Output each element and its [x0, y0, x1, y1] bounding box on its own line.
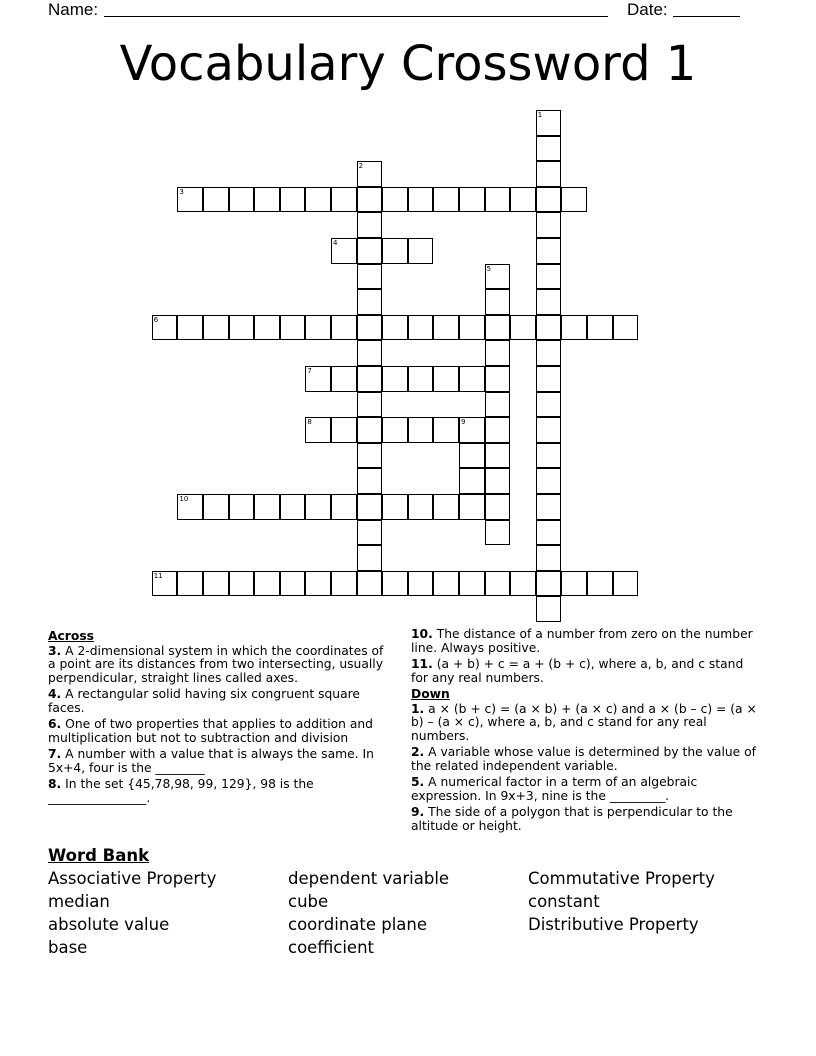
crossword-cell[interactable]	[433, 315, 459, 341]
across-heading: Across	[48, 629, 94, 643]
cell-number: 4	[333, 239, 338, 247]
crossword-cell[interactable]	[203, 571, 229, 597]
clue-number: 5.	[411, 775, 425, 789]
crossword-cell[interactable]	[408, 571, 434, 597]
cell-number: 2	[358, 162, 364, 171]
crossword-cell[interactable]	[357, 187, 383, 213]
crossword-cell[interactable]	[485, 315, 511, 341]
crossword-cell[interactable]	[536, 264, 562, 290]
clue-number: 11.	[411, 657, 433, 671]
crossword-cell[interactable]	[485, 468, 511, 494]
crossword-cell[interactable]	[331, 417, 357, 443]
crossword-cell[interactable]	[485, 520, 511, 546]
cell-number: 3	[179, 187, 184, 196]
crossword-cell[interactable]	[357, 494, 383, 520]
down-heading: Down	[411, 687, 450, 701]
clue-text: A rectangular solid having six congruent square faces.	[48, 687, 360, 715]
word-bank-item: coefficient	[288, 938, 375, 957]
crossword-cell[interactable]	[382, 571, 408, 597]
crossword-cell[interactable]	[357, 571, 383, 597]
clue-text: In the set {45,78,98, 99, 129}, 98 is the ________________.	[48, 777, 314, 805]
crossword-cell[interactable]	[305, 366, 331, 392]
clue-number: 10.	[411, 627, 433, 641]
crossword-cell[interactable]	[305, 571, 331, 597]
crossword-cell[interactable]	[587, 315, 613, 341]
crossword-cell[interactable]	[536, 161, 562, 187]
clue-across-3	[48, 645, 393, 686]
crossword-cell[interactable]	[536, 392, 562, 418]
cell-number: 10	[179, 495, 189, 503]
crossword-cell[interactable]	[357, 468, 383, 494]
crossword-cell[interactable]	[587, 571, 613, 597]
crossword-cell[interactable]	[408, 417, 434, 443]
crossword-cell[interactable]	[459, 494, 485, 520]
cell-number: 1	[537, 111, 543, 119]
crossword-cell[interactable]	[536, 443, 562, 469]
crossword-cell[interactable]	[305, 417, 331, 443]
crossword-cell[interactable]	[280, 187, 306, 213]
word-bank-heading: Word Bank	[48, 846, 150, 865]
crossword-cell[interactable]	[459, 315, 485, 341]
crossword-cell[interactable]	[331, 315, 357, 341]
crossword-cell[interactable]	[459, 417, 485, 443]
crossword-cell[interactable]	[280, 571, 306, 597]
crossword-cell[interactable]	[229, 315, 255, 341]
crossword-cell[interactable]	[357, 392, 383, 418]
crossword-cell[interactable]	[357, 443, 383, 469]
crossword-cell[interactable]	[510, 571, 536, 597]
crossword-cell[interactable]	[613, 315, 639, 341]
cell-number: 9	[461, 418, 466, 427]
crossword-cell[interactable]	[408, 315, 434, 341]
word-bank-column	[288, 867, 449, 959]
crossword-cell[interactable]	[280, 494, 306, 520]
crossword-cell[interactable]	[433, 417, 459, 443]
clue-number: 4.	[48, 687, 62, 701]
crossword-cell[interactable]	[536, 289, 562, 315]
crossword-cell[interactable]	[331, 187, 357, 213]
cell-number: 8	[307, 418, 312, 427]
crossword-cell[interactable]	[357, 315, 383, 341]
word-bank-item: Commutative Property	[528, 869, 715, 888]
clue-down-1	[411, 703, 763, 744]
cell-number: 11	[153, 571, 163, 580]
crossword-cell[interactable]	[177, 187, 203, 213]
crossword-cell[interactable]	[305, 494, 331, 520]
crossword-cell[interactable]	[536, 468, 562, 494]
clues-column-left	[48, 628, 393, 808]
crossword-cell[interactable]	[152, 315, 178, 341]
crossword-cell[interactable]	[331, 494, 357, 520]
clue-text: A number with a value that is always the same. In 5x+4, four is the ________	[48, 747, 374, 775]
crossword-cell[interactable]	[536, 187, 562, 213]
clue-number: 6.	[48, 717, 62, 731]
crossword-cell[interactable]	[357, 264, 383, 290]
crossword-cell[interactable]	[357, 366, 383, 392]
crossword-cell[interactable]	[536, 212, 562, 238]
clue-across-4	[48, 688, 393, 715]
crossword-cell[interactable]	[254, 187, 280, 213]
word-bank-item: median	[48, 892, 110, 911]
page-title: Vocabulary Crossword 1	[119, 36, 697, 92]
crossword-cell[interactable]	[408, 494, 434, 520]
crossword-cell[interactable]	[357, 417, 383, 443]
crossword-cell[interactable]	[382, 417, 408, 443]
clue-down-5	[411, 776, 763, 803]
word-bank-item: coordinate plane	[288, 915, 428, 934]
clue-across-7	[48, 748, 393, 775]
crossword-cell[interactable]	[177, 315, 203, 341]
crossword-cell[interactable]	[382, 494, 408, 520]
crossword-cell[interactable]	[536, 238, 562, 264]
crossword-cell[interactable]	[229, 187, 255, 213]
clue-text: The side of a polygon that is perpendicular to the altitude or height.	[411, 805, 733, 833]
crossword-cell[interactable]	[510, 315, 536, 341]
word-bank-column	[528, 867, 715, 936]
clue-text: A variable whose value is determined by the value of the related independent variable.	[411, 745, 756, 773]
word-bank-item: constant	[528, 892, 600, 911]
crossword-cell[interactable]	[177, 494, 203, 520]
clue-text: a × (b + c) = (a × b) + (a × c) and a × (b – c) = (a × b) – (a × c), where a, b, and c stand for any real numbers.	[411, 701, 757, 743]
crossword-cell[interactable]	[536, 110, 562, 136]
crossword-cell[interactable]	[485, 187, 511, 213]
crossword-cell[interactable]	[536, 417, 562, 443]
crossword-cell[interactable]	[357, 161, 383, 187]
cell-number: 6	[153, 315, 159, 324]
crossword-cell[interactable]	[177, 571, 203, 597]
crossword-cell[interactable]	[613, 571, 639, 597]
crossword-cell[interactable]	[203, 187, 229, 213]
crossword-cell[interactable]	[485, 571, 511, 597]
word-bank-item: cube	[288, 892, 329, 911]
crossword-cell[interactable]	[536, 571, 562, 597]
crossword-cell[interactable]	[408, 187, 434, 213]
cell-number: 7	[307, 367, 312, 375]
word-bank-item: Associative Property	[48, 869, 217, 888]
crossword-cell[interactable]	[382, 315, 408, 341]
crossword-cell[interactable]	[561, 187, 587, 213]
clue-text: (a + b) + c = a + (b + c), where a, b, and c stand for any real numbers.	[411, 657, 744, 685]
crossword-cell[interactable]	[357, 520, 383, 546]
clue-number: 3.	[48, 643, 62, 658]
clue-down-2	[411, 746, 763, 773]
clue-number: 7.	[48, 747, 62, 761]
clue-number: 9.	[411, 805, 425, 819]
word-bank-column	[48, 867, 216, 959]
word-bank-item: dependent variable	[288, 869, 450, 888]
clues-column-right	[411, 628, 763, 836]
crossword-cell[interactable]	[459, 187, 485, 213]
crossword-cell[interactable]	[459, 468, 485, 494]
clue-text: The distance of a number from zero on the number line. Always positive.	[411, 627, 753, 655]
clue-across-10	[411, 628, 763, 655]
crossword-cell[interactable]	[203, 494, 229, 520]
crossword-cell[interactable]	[382, 366, 408, 392]
crossword-cell[interactable]	[357, 340, 383, 366]
crossword-cell[interactable]	[357, 238, 383, 264]
crossword-cell[interactable]	[408, 238, 434, 264]
crossword-cell[interactable]	[254, 494, 280, 520]
crossword-cell[interactable]	[485, 340, 511, 366]
crossword-cell[interactable]	[305, 187, 331, 213]
clue-down-9	[411, 806, 763, 833]
crossword-cell[interactable]	[152, 571, 178, 597]
crossword-cell[interactable]	[536, 136, 562, 162]
crossword-cell[interactable]	[485, 392, 511, 418]
crossword-cell[interactable]	[510, 187, 536, 213]
clue-across-11	[411, 658, 763, 685]
crossword-cell[interactable]	[561, 571, 587, 597]
crossword-cell[interactable]	[536, 366, 562, 392]
crossword-cell[interactable]	[485, 289, 511, 315]
crossword-cell[interactable]	[305, 315, 331, 341]
crossword-cell[interactable]	[382, 238, 408, 264]
crossword-cell[interactable]	[433, 494, 459, 520]
crossword-cell[interactable]	[357, 289, 383, 315]
crossword-cell[interactable]	[280, 315, 306, 341]
clue-across-8	[48, 778, 393, 805]
crossword-cell[interactable]	[485, 494, 511, 520]
clue-number: 2.	[411, 745, 425, 759]
crossword-cell[interactable]	[536, 315, 562, 341]
clue-number: 1.	[411, 701, 425, 716]
crossword-cell[interactable]	[536, 545, 562, 571]
crossword-cell[interactable]	[536, 520, 562, 546]
crossword-cell[interactable]	[485, 417, 511, 443]
clue-across-6	[48, 718, 393, 745]
name-label: Name:	[48, 0, 99, 19]
crossword-cell[interactable]	[433, 366, 459, 392]
crossword-cell[interactable]	[433, 187, 459, 213]
clue-text: A numerical factor in a term of an algebraic expression. In 9x+3, nine is the _________.	[411, 775, 698, 803]
crossword-cell[interactable]	[408, 366, 434, 392]
crossword-cell[interactable]	[561, 315, 587, 341]
crossword-cell[interactable]	[536, 494, 562, 520]
crossword-cell[interactable]	[254, 571, 280, 597]
crossword-cell[interactable]	[485, 264, 511, 290]
clue-text: One of two properties that applies to addition and multiplication but not to subtraction and division	[48, 717, 373, 745]
crossword-cell[interactable]	[254, 315, 280, 341]
cell-number: 5	[486, 264, 492, 273]
crossword-cell[interactable]	[382, 187, 408, 213]
crossword-cell[interactable]	[331, 238, 357, 264]
crossword-cell[interactable]	[331, 571, 357, 597]
crossword-cell[interactable]	[203, 315, 229, 341]
word-bank-item: absolute value	[48, 915, 170, 934]
crossword-cell[interactable]	[536, 596, 562, 622]
crossword-cell[interactable]	[229, 571, 255, 597]
crossword-cell[interactable]	[459, 366, 485, 392]
crossword-cell[interactable]	[459, 571, 485, 597]
crossword-cell[interactable]	[229, 494, 255, 520]
crossword-cell[interactable]	[433, 571, 459, 597]
clue-text: A 2-dimensional system in which the coordinates of a point are its distances from two intersecting, usually perpendicular, straight lines called axes.	[48, 643, 384, 685]
word-bank-item: base	[48, 938, 88, 957]
word-bank-item: Distributive Property	[528, 915, 699, 934]
clue-number: 8.	[48, 777, 62, 791]
crossword-cell[interactable]	[357, 545, 383, 571]
crossword-cell[interactable]	[485, 443, 511, 469]
crossword-cell[interactable]	[357, 212, 383, 238]
crossword-cell[interactable]	[485, 366, 511, 392]
crossword-cell[interactable]	[536, 340, 562, 366]
crossword-cell[interactable]	[459, 443, 485, 469]
crossword-cell[interactable]	[331, 366, 357, 392]
date-label: Date:	[627, 0, 668, 19]
